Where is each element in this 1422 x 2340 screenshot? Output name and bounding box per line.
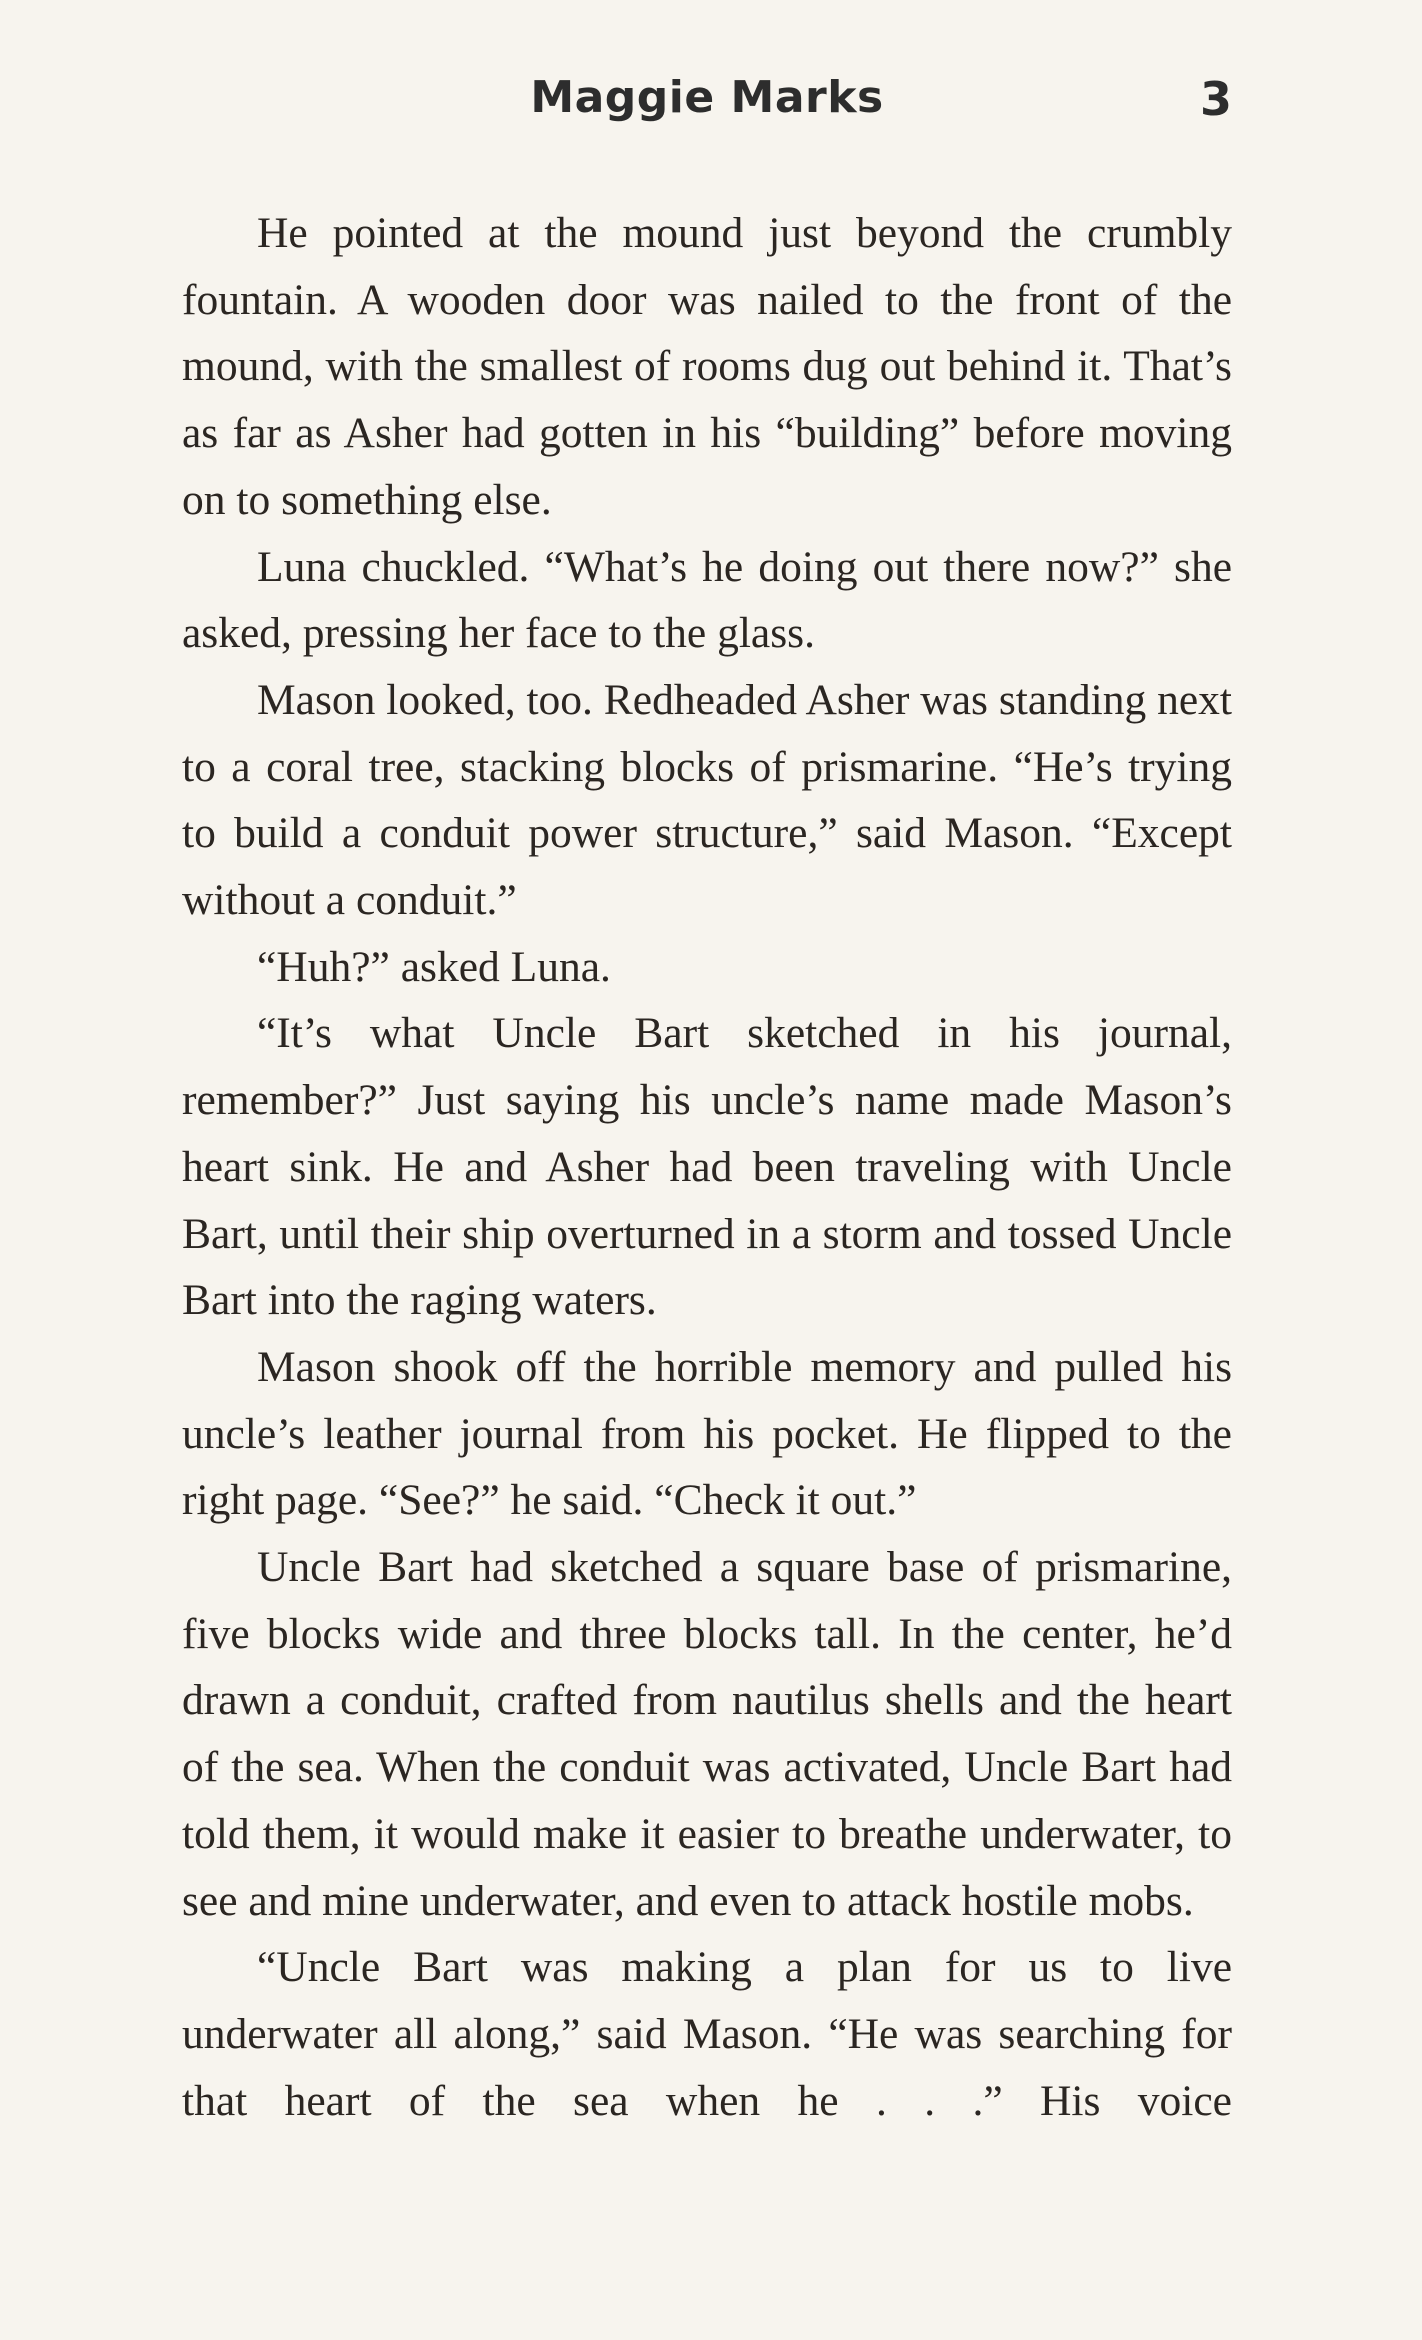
paragraph: Mason shook off the horrible memory and pulled his uncle’s leather journal from his pocket. He flipped to the right page. “See?” he said. “Check it out.” bbox=[182, 1342, 1232, 1525]
author-name: Maggie Marks bbox=[530, 72, 884, 123]
paragraph: Luna chuckled. “What’s he doing out there now?” she asked, pressing her face to the glass. bbox=[182, 542, 1232, 658]
page-number: 3 bbox=[1199, 72, 1232, 126]
paragraph: “It’s what Uncle Bart sketched in his journal, remember?” Just saying his uncle’s name made Mason’s heart sink. He and Asher had been traveling with Uncle Bart, until their ship overturned in a storm and tossed Uncle Bart into the raging waters. bbox=[182, 1009, 1232, 1325]
paragraph: Mason looked, too. Redheaded Asher was standing next to a coral tree, stacking blocks of prismarine. “He’s trying to build a conduit power structure,” said Mason. “Except without a conduit.” bbox=[182, 675, 1232, 925]
paragraph: He pointed at the mound just beyond the crumbly fountain. A wooden door was nailed to the front of the mound, with the smallest of rooms dug out behind it. That’s as far as Asher had gotten in his “building” before moving on to something else. bbox=[182, 209, 1232, 524]
running-head bbox=[182, 72, 1232, 132]
paragraph: “Huh?” asked Luna. bbox=[257, 942, 611, 991]
paragraph: Uncle Bart had sketched a square base of prismarine, five blocks wide and three blocks tall. In the center, he’d drawn a conduit, crafted from nautilus shells and the heart of the sea. When the conduit was activated, Uncle Bart had told them, it would make it easier to breathe underwater, to see and mine underwater, and even to attack hostile mobs. bbox=[182, 1543, 1232, 1925]
paragraph: “Uncle Bart was making a plan for us to live underwater all along,” said Mason. “He was searching for that heart of the sea when he . . .” His voice bbox=[182, 1943, 1232, 2125]
body-text bbox=[182, 200, 1232, 2134]
